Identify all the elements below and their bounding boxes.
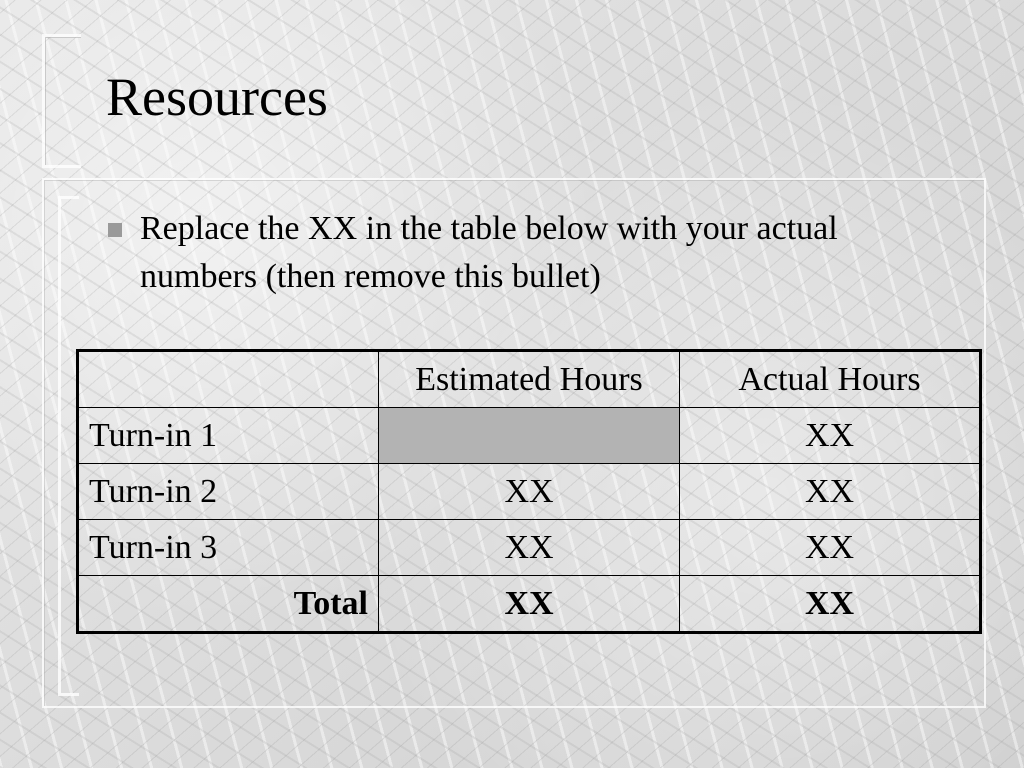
bullet-item — [108, 205, 958, 301]
row-label: Turn-in 3 — [78, 520, 379, 576]
table-row — [78, 520, 981, 576]
total-estimated-hours: XX — [379, 576, 680, 633]
header-estimated-hours: Estimated Hours — [379, 351, 680, 408]
table-header-row — [78, 351, 981, 408]
actual-hours-cell: XX — [680, 408, 981, 464]
square-bullet-icon — [108, 223, 122, 237]
row-label: Turn-in 1 — [78, 408, 379, 464]
actual-hours-cell: XX — [680, 520, 981, 576]
total-row — [78, 576, 981, 633]
title-frame-decoration — [42, 34, 81, 168]
actual-hours-cell: XX — [680, 464, 981, 520]
row-label: Turn-in 2 — [78, 464, 379, 520]
bullet-text: Replace the XX in the table below with your actual numbers (then remove this bullet) — [140, 210, 838, 295]
table-row — [78, 464, 981, 520]
page-title: Resources — [106, 67, 328, 127]
estimated-hours-cell — [379, 408, 680, 464]
resources-table — [76, 349, 982, 634]
table-row — [78, 408, 981, 464]
header-actual-hours: Actual Hours — [680, 351, 981, 408]
estimated-hours-cell: XX — [379, 520, 680, 576]
header-empty-cell — [78, 351, 379, 408]
bullet-list — [108, 205, 958, 301]
estimated-hours-cell: XX — [379, 464, 680, 520]
total-label: Total — [78, 576, 379, 633]
total-actual-hours: XX — [680, 576, 981, 633]
